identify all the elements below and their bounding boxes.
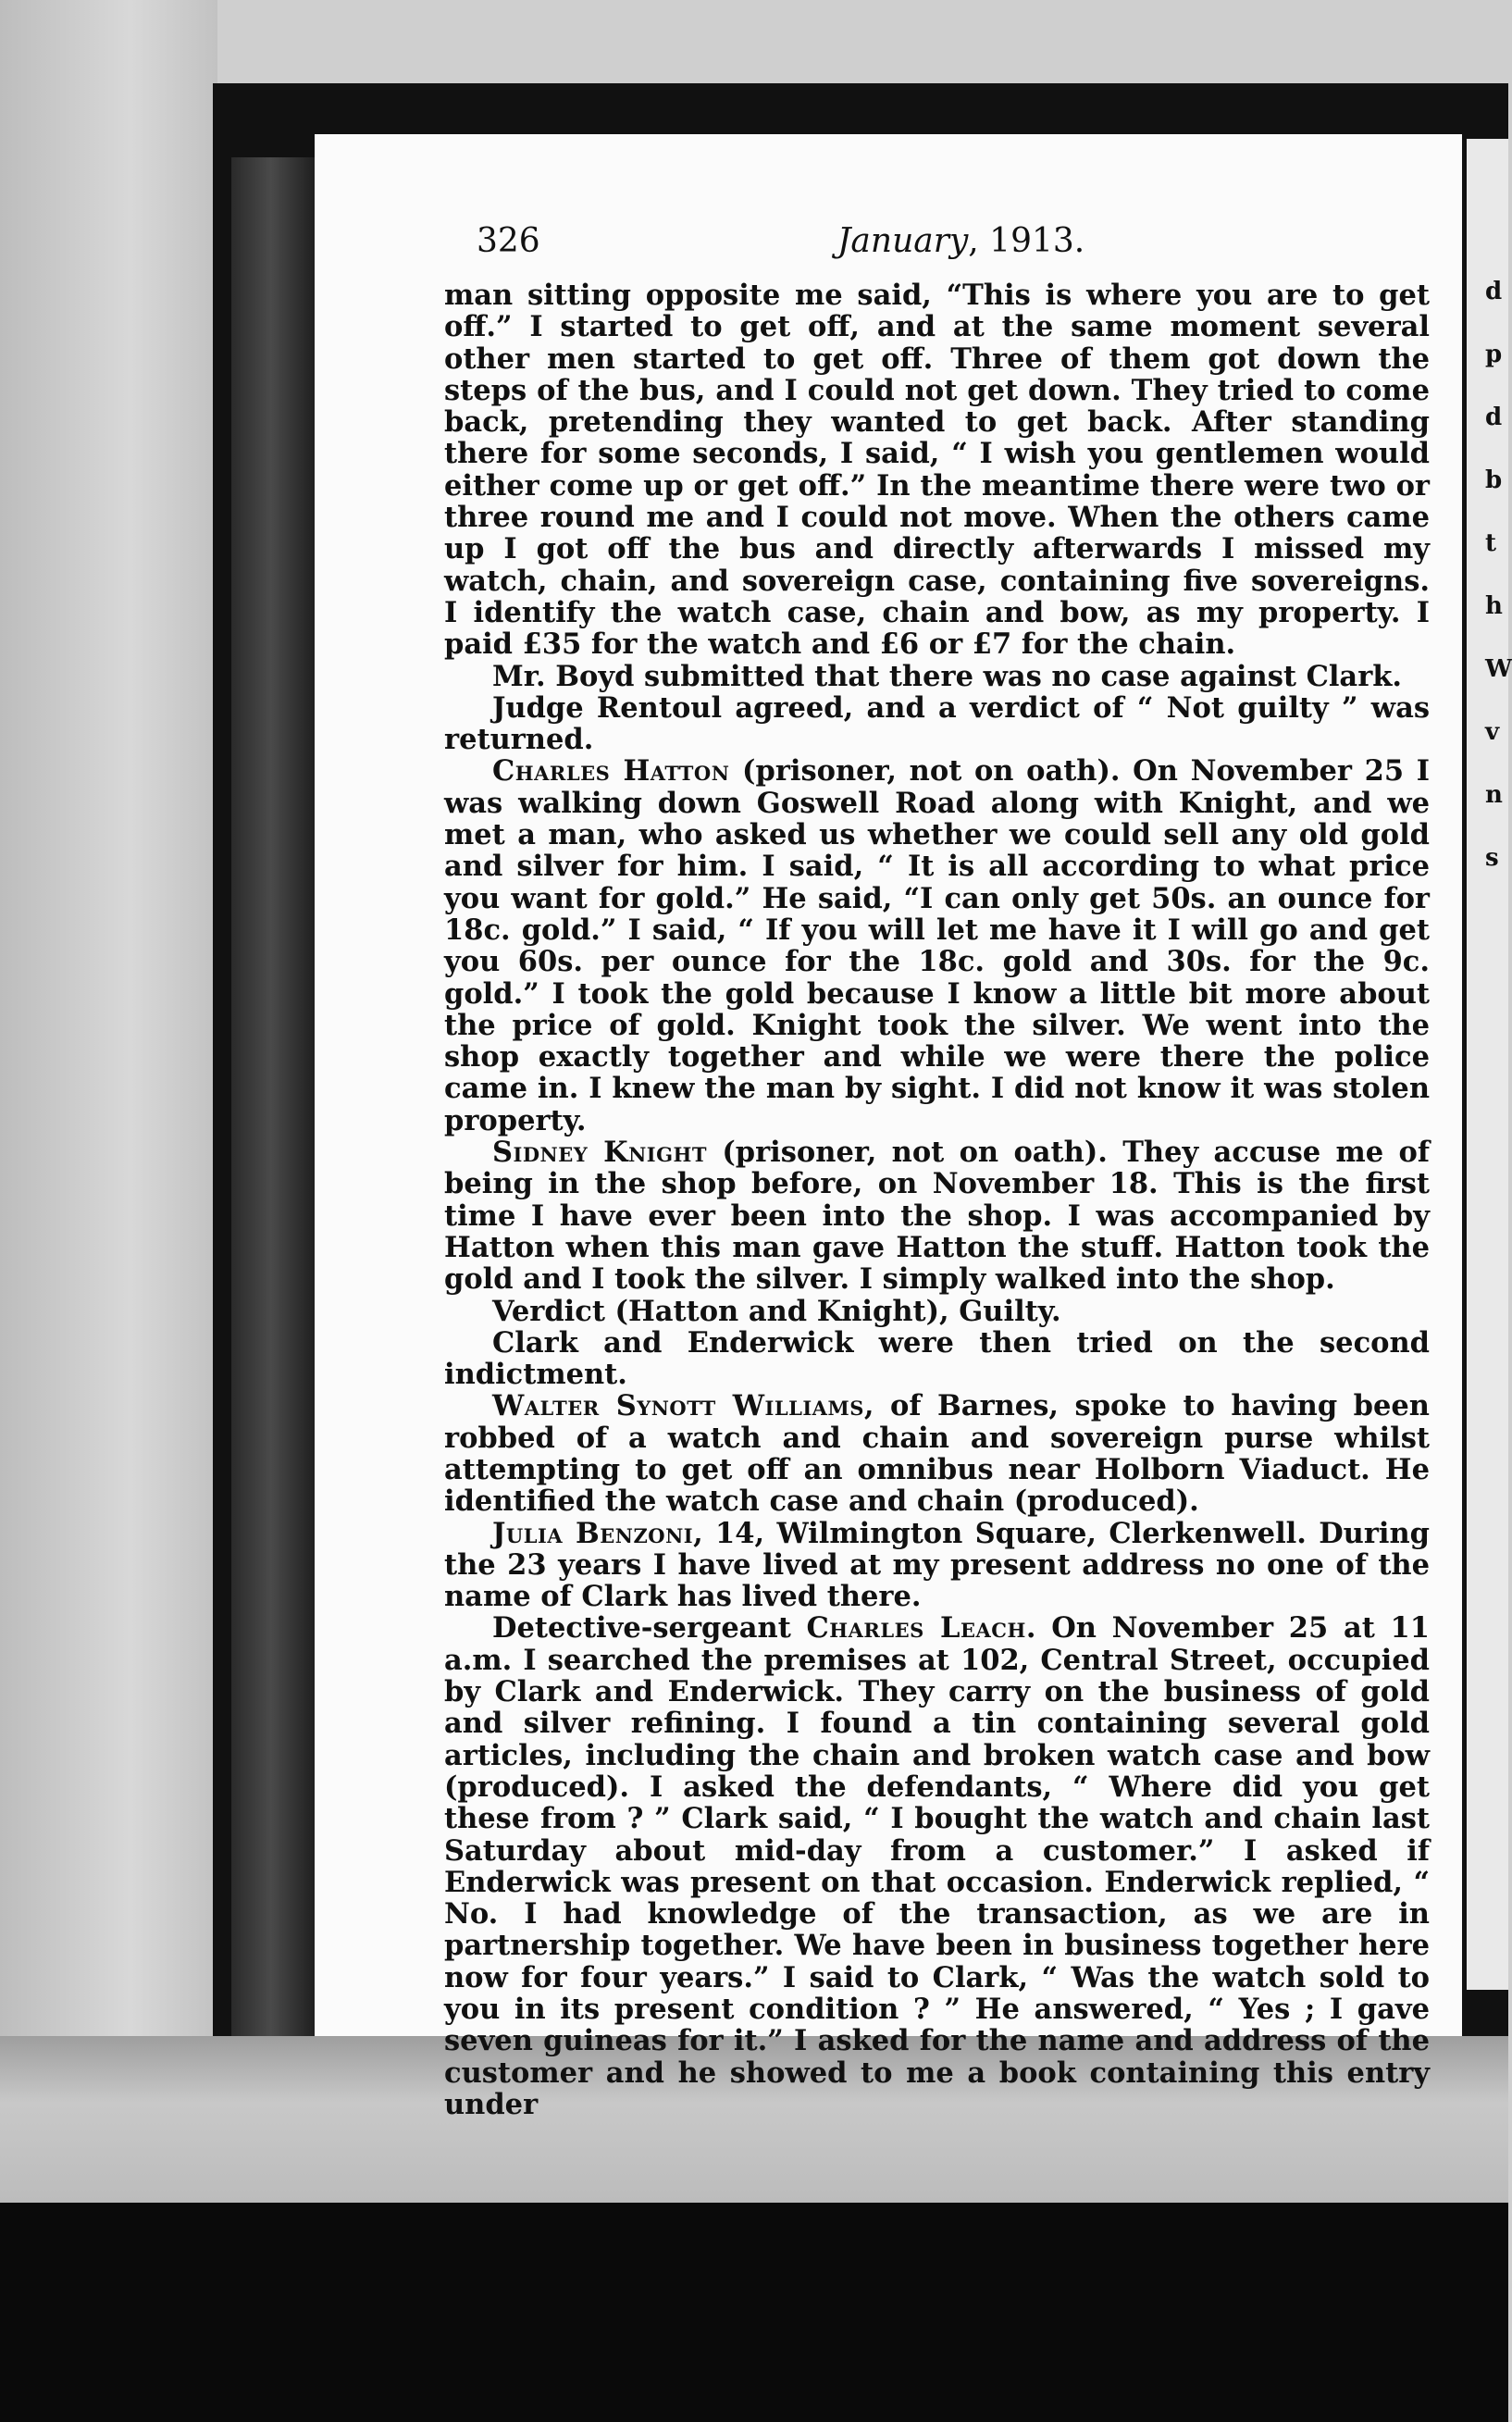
facing-page-letter: p [1485, 341, 1503, 368]
witness-name: Walter Synott Williams [492, 1389, 864, 1423]
paragraph [444, 661, 1430, 692]
paragraph-text: man sitting opposite me said, “This is where you are to get off.” I started to get off, and at the same moment several other men started to get off. Three of them got down the steps of the bus, and I could not get down. They tried to come back, pretending they wanted to get back. After standing there for some seconds, I said, “ I wish you gentlemen would either come up or get off.” In the meantime there were two or three round me and I could not move. When the others came up I got off the bus and directly afterwards I missed my watch, chain, and sovereign case, containing five sovereigns. I identify the watch case, chain and bow, as my property. I paid £35 for the watch and £6 or £7 for the chain. [444, 279, 1430, 662]
paragraph-text: Clark and Enderwick were then tried on the second indictment. [444, 1325, 1430, 1392]
facing-page-letter: s [1485, 844, 1499, 872]
paragraph-text: . On November 25 at 11 a.m. I searched the premises at 102, Central Street, occupied by Clark and Enderwick. They carry on the business of gold and silver refining. I found a tin containing several gold articles, including the chain and broken watch case and bow (produced). I asked the defendants, “ Where did you get these from ? ” Clark said, “ I bought the watch and chain last Saturday about mid-day from a customer.” I asked if Enderwick was present on that occasion. Enderwick replied, “ No. I had knowledge of the transaction, as we are in partnership together. We have been in business together here now for four years.” I said to Clark, “ Was the watch sold to you in its present condition ? ” He answered, “ Yes ; I gave seven guineas for it.” I asked for the name and address of the customer and he showed to me a book containing this entry under [444, 1611, 1430, 2121]
witness-name: Charles Leach [806, 1611, 1026, 1646]
facing-page-letter: W [1485, 655, 1512, 683]
facing-page-letter: h [1485, 592, 1503, 620]
book-spine [231, 157, 319, 2050]
paragraph [444, 1327, 1430, 1391]
facing-page-letter: b [1485, 466, 1503, 494]
paragraph-text: (prisoner, not on oath). They accuse me of being in the shop before, on November 18. This is the first time I have ever been into the shop. I was accompanied by Hatton when this man gave Hatton the stuff. Hatton took the gold and I took the silver. I simply walked into the shop. [444, 1136, 1430, 1297]
running-head [477, 222, 1420, 265]
facing-page-letter: d [1485, 278, 1503, 305]
page-body [444, 279, 1430, 2121]
paragraph-text: Mr. Boyd submitted that there was no case against Clark. [492, 659, 1403, 693]
paragraph-prefix: Detective-sergeant [492, 1611, 807, 1646]
paragraph [444, 1296, 1430, 1327]
background-top [217, 0, 1508, 88]
witness-name: Julia Benzoni [492, 1516, 694, 1550]
paragraph-text: , 14, Wilmington Square, Clerkenwell. During the 23 years I have lived at my present address no one of the name of Clark has lived there. [444, 1516, 1430, 1614]
paragraph-text: Verdict (Hatton and Knight), Guilty. [492, 1294, 1061, 1328]
paragraph-text: Judge Rentoul agreed, and a verdict of “ Not guilty ” was returned. [444, 690, 1430, 757]
facing-page-letter: t [1485, 529, 1497, 557]
paragraph [444, 1518, 1430, 1613]
paragraph [444, 1136, 1430, 1295]
running-title-year: , 1913. [968, 222, 1085, 260]
paragraph [444, 755, 1430, 1136]
witness-name: Charles Hatton [492, 754, 730, 789]
witness-name: Sidney Knight [492, 1136, 708, 1170]
paragraph [444, 692, 1430, 756]
paragraph-text: , of Barnes, spoke to having been robbed of a watch and chain and sovereign purse whilst attempting to get off an omnibus near Holborn Viaduct. He identified the watch case and chain (produced). [444, 1389, 1430, 1519]
paragraph [444, 1612, 1430, 2120]
facing-page-letter: n [1485, 781, 1503, 809]
facing-page-letter: v [1485, 718, 1500, 746]
facing-page-letter: d [1485, 404, 1503, 431]
running-title [837, 222, 1084, 260]
paragraph-text: (prisoner, not on oath). On November 25 I was walking down Goswell Road along with Knight, and we met a man, who asked us whether we could sell any old gold and silver for him. I said, “ It is all according to what price you want for gold.” He said, “I can only get 50s. an ounce for 18c. gold.” I said, “ If you will let me have it I will go and get you 60s. per ounce for the 18c. gold and 30s. for the 9c. gold.” I took the gold because I know a little bit more about the price of gold. Knight took the silver. We went into the shop exactly together and while we were there the police came in. I knew the man by sight. I did not know it was stolen property. [444, 754, 1430, 1137]
running-title-month: January [837, 222, 969, 260]
scanner-bed [0, 2203, 1508, 2422]
paragraph [444, 1390, 1430, 1517]
page-number: 326 [477, 222, 540, 260]
background-left [0, 0, 217, 2203]
paragraph [444, 279, 1430, 661]
